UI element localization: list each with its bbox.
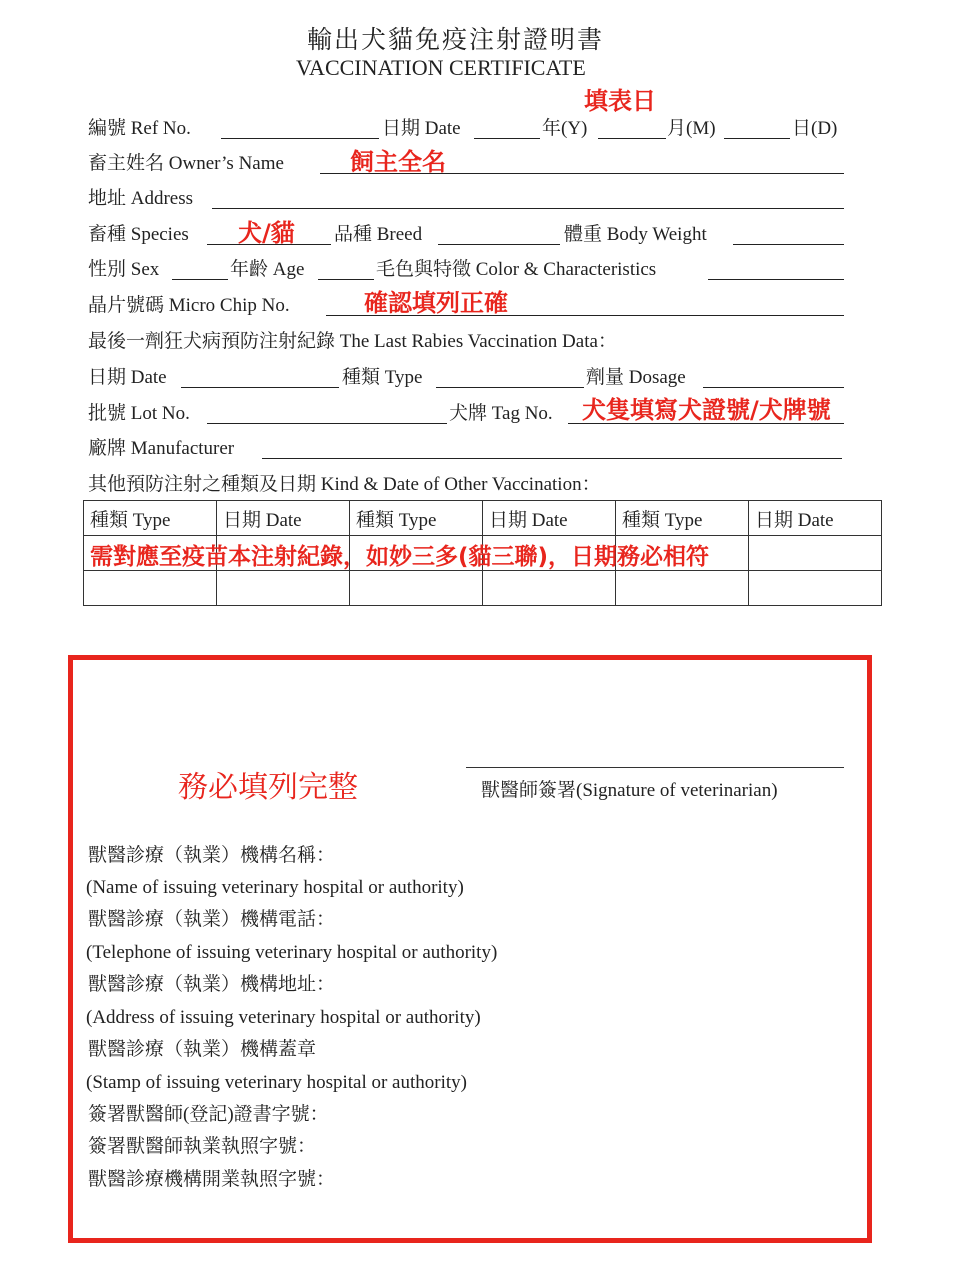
hospital-phone-en: (Telephone of issuing veterinary hospital or authority) — [86, 942, 498, 963]
age-label: 年齡 Age — [230, 259, 305, 280]
manufacturer-line[interactable] — [262, 458, 842, 459]
address-label: 地址 Address — [88, 188, 194, 209]
day-label: 日(D) — [792, 118, 838, 139]
annotation-must-complete: 務必填列完整 — [178, 770, 358, 805]
stamp-en: (Stamp of issuing veterinary hospital or authority) — [86, 1072, 467, 1093]
dosage-line[interactable] — [703, 387, 844, 388]
breed-line[interactable] — [438, 244, 560, 245]
rabies-date-line[interactable] — [181, 387, 339, 388]
hospital-name-zh: 獸醫診療（執業）機構名稱： — [88, 845, 336, 866]
sex-line[interactable] — [172, 279, 228, 280]
micro-chip-label: 晶片號碼 Micro Chip No. — [88, 295, 290, 316]
rabies-date-label: 日期 Date — [88, 367, 167, 388]
breed-label: 品種 Breed — [334, 224, 423, 245]
table-header-cell: 日期 Date — [217, 501, 350, 536]
hospital-name-en: (Name of issuing veterinary hospital or authority) — [86, 877, 464, 898]
stamp-zh: 獸醫診療（執業）機構蓋章 — [88, 1039, 317, 1060]
title-zh: 輸出犬貓免疫注射證明書 — [307, 27, 605, 54]
year-label: 年(Y) — [542, 118, 588, 139]
manufacturer-label: 廠牌 Manufacturer — [88, 438, 235, 459]
annotation-owner-full-name: 飼主全名 — [350, 148, 446, 176]
annotation-dog-cat: 犬/貓 — [238, 219, 295, 247]
lot-no-line[interactable] — [207, 423, 447, 424]
day-line[interactable] — [724, 138, 790, 139]
table-header-cell: 日期 Date — [483, 501, 616, 536]
signature-label: 獸醫師簽署(Signature of veterinarian) — [481, 780, 778, 801]
table-cell[interactable] — [616, 571, 749, 606]
table-header-cell: 種類 Type — [350, 501, 483, 536]
tag-no-label: 犬牌 Tag No. — [449, 403, 553, 424]
address-line[interactable] — [212, 208, 844, 209]
hospital-license-label: 獸醫診療機構開業執照字號： — [88, 1169, 336, 1190]
owner-name-label: 畜主姓名 Owner’s Name — [88, 153, 284, 174]
signature-line[interactable] — [466, 767, 844, 768]
annotation-vax-note: 需對應至疫苗本注射紀錄，如妙三多(貓三聯)，日期務必相符 — [90, 544, 710, 570]
table-cell[interactable] — [749, 571, 882, 606]
table-header-row — [84, 501, 882, 536]
table-header-cell: 種類 Type — [84, 501, 217, 536]
hospital-addr-en: (Address of issuing veterinary hospital or authority) — [86, 1007, 481, 1028]
year-line[interactable] — [474, 138, 540, 139]
other-vax-label: 其他預防注射之種類及日期 Kind & Date of Other Vaccination： — [88, 474, 601, 495]
hospital-addr-zh: 獸醫診療（執業）機構地址： — [88, 974, 336, 995]
practice-license-label: 簽署獸醫師執業執照字號： — [88, 1136, 317, 1157]
ref-no-line[interactable] — [221, 138, 379, 139]
table-row[interactable] — [84, 571, 882, 606]
table-cell[interactable] — [749, 536, 882, 571]
age-line[interactable] — [318, 279, 374, 280]
species-label: 畜種 Species — [88, 224, 189, 245]
body-weight-label: 體重 Body Weight — [564, 224, 707, 245]
date-label: 日期 Date — [382, 118, 461, 139]
table-cell[interactable] — [483, 571, 616, 606]
hospital-phone-zh: 獸醫診療（執業）機構電話： — [88, 909, 336, 930]
month-line[interactable] — [598, 138, 666, 139]
month-label: 月(M) — [667, 118, 716, 139]
reg-cert-label: 簽署獸醫師(登記)證書字號： — [88, 1104, 329, 1125]
table-cell[interactable] — [84, 571, 217, 606]
annotation-tag-note: 犬隻填寫犬證號/犬牌號 — [582, 396, 831, 424]
annotation-fill-date: 填表日 — [584, 87, 656, 115]
dosage-label: 劑量 Dosage — [586, 367, 686, 388]
annotation-confirm-fill: 確認填列正確 — [364, 289, 508, 317]
body-weight-line[interactable] — [733, 244, 844, 245]
lot-no-label: 批號 Lot No. — [88, 403, 190, 424]
rabies-type-line[interactable] — [436, 387, 584, 388]
ref-no-label: 編號 Ref No. — [88, 118, 191, 139]
title-en: VACCINATION CERTIFICATE — [296, 55, 586, 80]
table-header-cell: 日期 Date — [749, 501, 882, 536]
table-cell[interactable] — [350, 571, 483, 606]
color-line[interactable] — [708, 279, 844, 280]
color-label: 毛色與特徵 Color & Characteristics — [376, 259, 657, 280]
sex-label: 性別 Sex — [88, 259, 160, 280]
table-cell[interactable] — [217, 571, 350, 606]
rabies-type-label: 種類 Type — [342, 367, 423, 388]
table-header-cell: 種類 Type — [616, 501, 749, 536]
last-rabies-label: 最後一劑狂犬病預防注射紀錄 The Last Rabies Vaccination Data： — [88, 331, 617, 352]
